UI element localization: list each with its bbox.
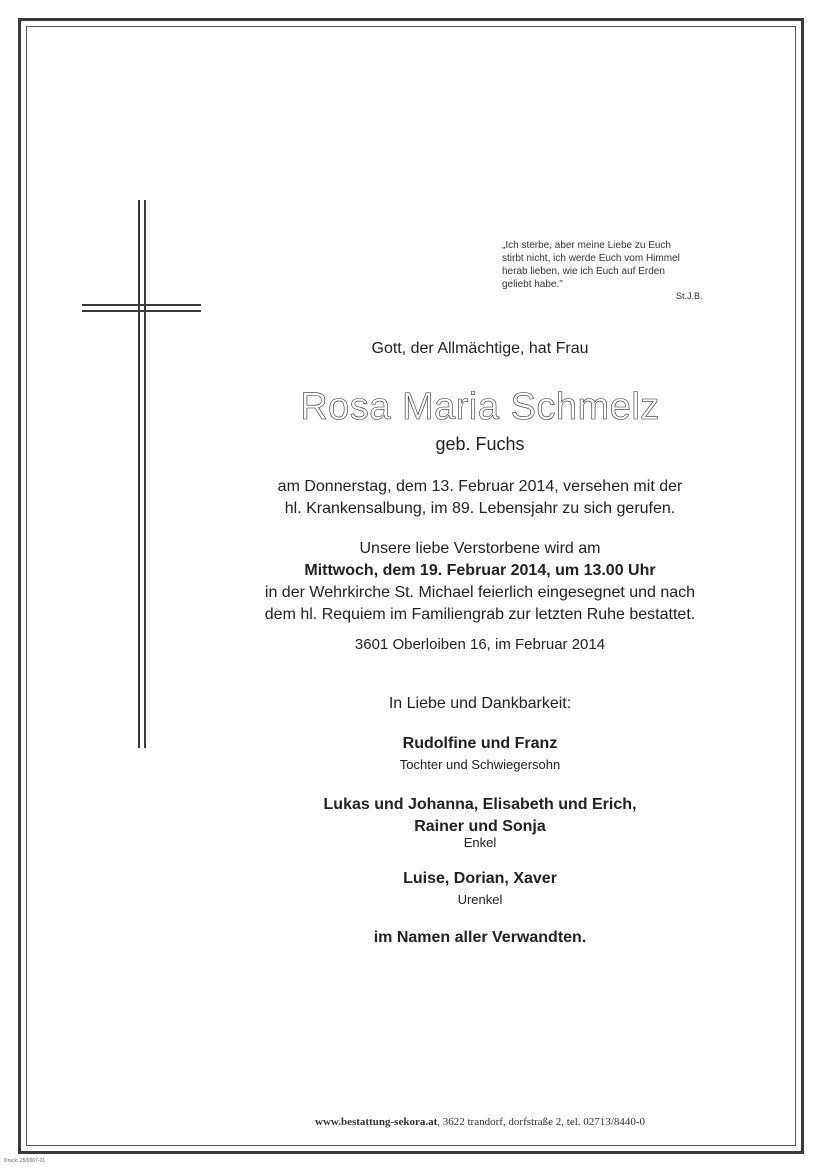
quote-text bbox=[502, 239, 732, 291]
thanks-line: In Liebe und Dankbarkeit: bbox=[388, 695, 572, 712]
footer-address: , 3622 trandorf, dorfstraße 2, tel. 02713/8440-0 bbox=[437, 1116, 645, 1128]
place-date: 3601 Oberloiben 16, im Februar 2014 bbox=[354, 636, 606, 653]
quote-line: stirbt nicht, ich werde Euch vom Himmel bbox=[502, 253, 680, 264]
mourner-relation: Tochter und Schwiegersohn bbox=[399, 757, 561, 772]
cross-vertical-line-left bbox=[138, 200, 140, 748]
mourner-names bbox=[200, 794, 760, 838]
cross-horizontal-line-bottom bbox=[82, 310, 201, 312]
quote-signature: St.J.B. bbox=[676, 291, 703, 301]
death-line: hl. Krankensalbung, im 89. Lebensjahr zu sich gerufen. bbox=[284, 500, 676, 517]
mourner-relation: Urenkel bbox=[457, 892, 503, 907]
mourner-names: Rudolfine und Franz bbox=[402, 735, 558, 752]
death-announcement bbox=[200, 476, 760, 520]
print-code: Druck: 25/0007-01 bbox=[4, 1158, 46, 1164]
funeral-line: Unsere liebe Verstorbene wird am bbox=[359, 540, 601, 557]
footer bbox=[200, 1116, 760, 1128]
birth-name: geb. Fuchs bbox=[435, 434, 525, 454]
funeral-line: dem hl. Requiem im Familiengrab zur letzten Ruhe bestattet. bbox=[264, 606, 696, 623]
funeral-announcement bbox=[200, 538, 760, 626]
mourner-names-line: Rainer und Sonja bbox=[414, 818, 546, 835]
footer-website: www.bestattung-sekora.at bbox=[315, 1116, 438, 1128]
deceased-name: Rosa Maria Schmelz bbox=[300, 386, 660, 428]
cross-vertical-line-right bbox=[144, 200, 146, 748]
mourner-relation: Enkel bbox=[463, 835, 497, 850]
closing-line: im Namen aller Verwandten. bbox=[373, 929, 587, 946]
quote-line: herab lieben, wie ich Euch auf Erden bbox=[502, 266, 665, 277]
death-line: am Donnerstag, dem 13. Februar 2014, versehen mit der bbox=[277, 478, 683, 495]
mourner-names: Luise, Dorian, Xaver bbox=[403, 870, 557, 887]
funeral-line: in der Wehrkirche St. Michael feierlich eingesegnet und nach bbox=[264, 584, 696, 601]
funeral-date: Mittwoch, dem 19. Februar 2014, um 13.00 Uhr bbox=[304, 562, 656, 579]
quote-line: geliebt habe." bbox=[502, 279, 563, 290]
mourner-names-line: Lukas und Johanna, Elisabeth und Erich, bbox=[323, 796, 637, 813]
intro-line: Gott, der Allmächtige, hat Frau bbox=[371, 340, 589, 357]
quote-line: „Ich sterbe, aber meine Liebe zu Euch bbox=[502, 240, 671, 251]
cross-horizontal-line-top bbox=[82, 304, 201, 306]
